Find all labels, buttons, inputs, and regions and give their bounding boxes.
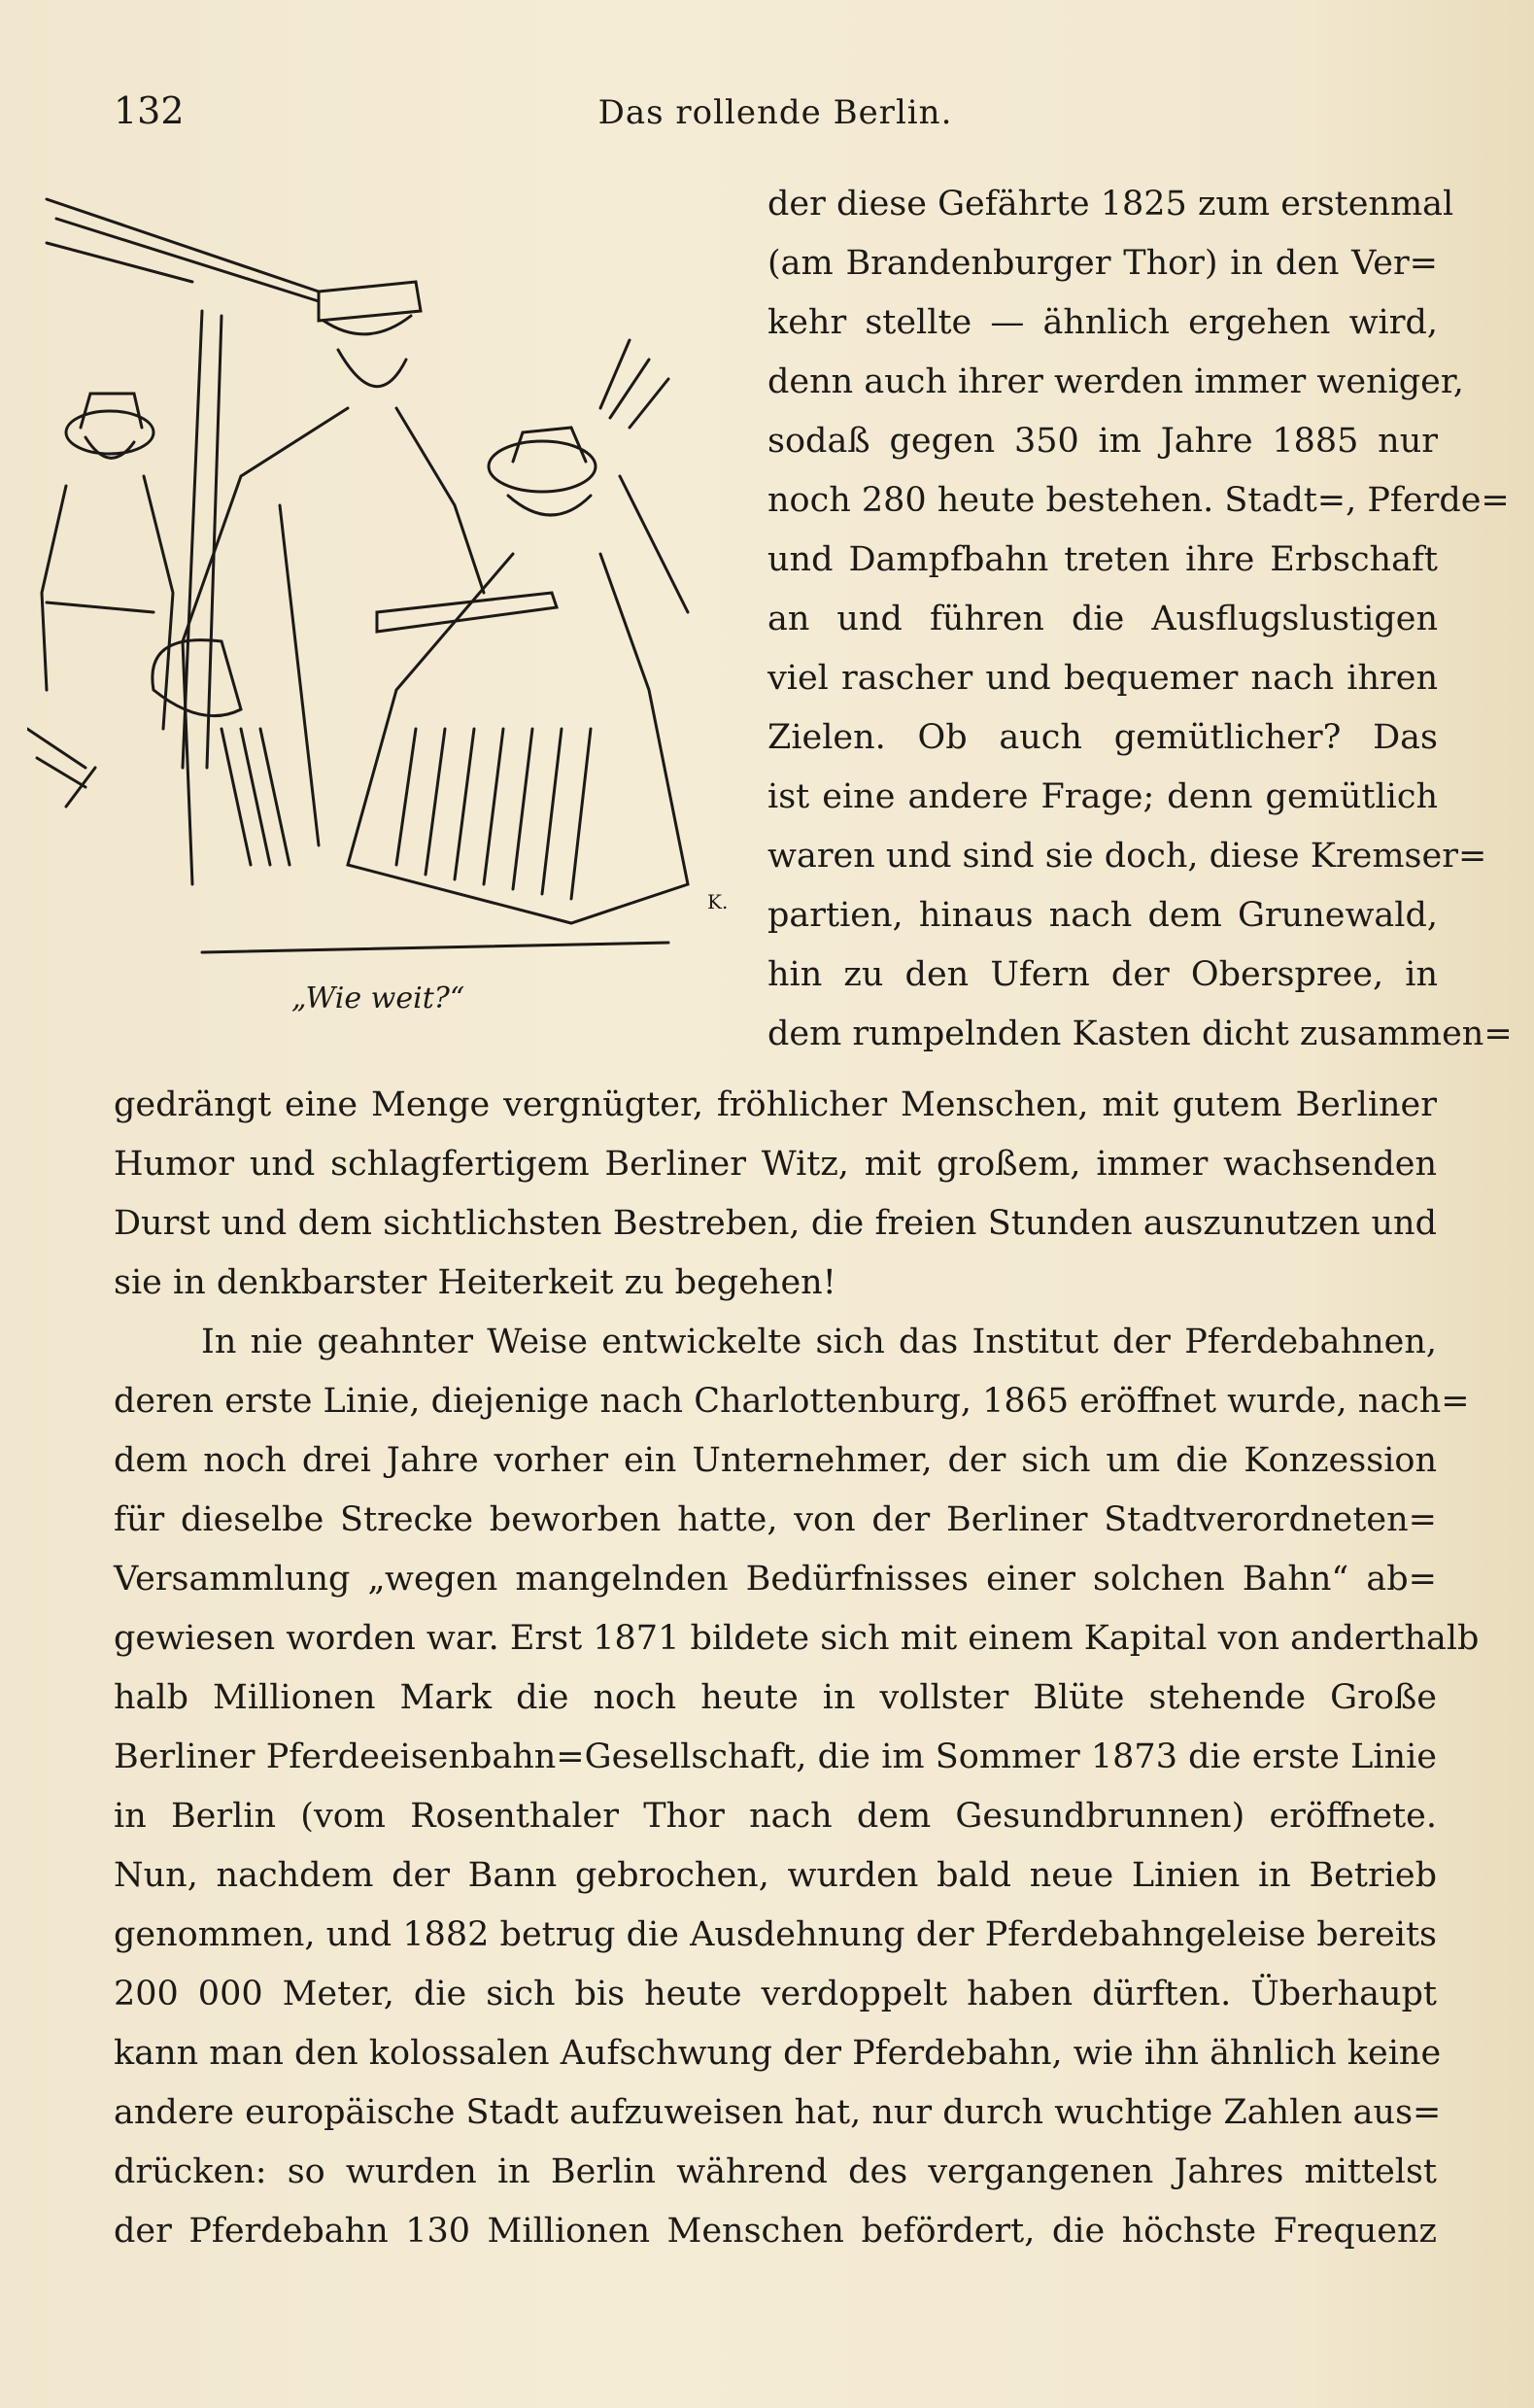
text-line: denn auch ihrer werden immer weniger, bbox=[767, 362, 1464, 401]
text-line: gedrängt eine Menge vergnügter, fröhlicher Menschen, mit gutem Berliner bbox=[114, 1085, 1437, 1124]
artist-signature: K. bbox=[707, 890, 729, 913]
text-line: partien, hinaus nach dem Grunewald, bbox=[767, 896, 1438, 935]
text-line: viel rascher und bequemer nach ihren bbox=[767, 659, 1438, 698]
illustration-coach-passengers bbox=[27, 185, 746, 962]
text-line: hin zu den Ufern der Oberspree, in bbox=[767, 955, 1438, 994]
text-line: dem noch drei Jahre vorher ein Unternehmer, der sich um die Konzession bbox=[114, 1441, 1437, 1480]
figure-caption: „Wie weit?“ bbox=[291, 981, 465, 1015]
text-line: und Dampfbahn treten ihre Erbschaft bbox=[767, 540, 1438, 579]
text-line: der Pferdebahn 130 Millionen Menschen befördert, die höchste Frequenz bbox=[114, 2212, 1437, 2251]
main-paragraphs bbox=[114, 1076, 1480, 2261]
text-line: sie in denkbarster Heiterkeit zu begehen! bbox=[114, 1263, 836, 1302]
text-line: an und führen die Ausflugslustigen bbox=[767, 600, 1438, 638]
text-line: noch 280 heute bestehen. Stadt=, Pferde= bbox=[767, 481, 1510, 520]
text-line: Humor und schlagfertigem Berliner Witz, mit großem, immer wachsenden bbox=[114, 1145, 1437, 1184]
paragraph-first-line: In nie geahnter Weise entwickelte sich das Institut der Pferdebahnen, bbox=[201, 1323, 1437, 1361]
text-line: Durst und dem sichtlichsten Bestreben, die freien Stunden auszunutzen und bbox=[114, 1204, 1437, 1243]
engraving-illustration bbox=[27, 185, 746, 962]
text-line: waren und sind sie doch, diese Kremser= bbox=[767, 837, 1487, 876]
text-line: für dieselbe Strecke beworben hatte, von der Berliner Stadtverordneten= bbox=[114, 1500, 1437, 1539]
text-line: kehr stellte — ähnlich ergehen wird, bbox=[767, 303, 1438, 342]
text-line: Versammlung „wegen mangelnden Bedürfnisses einer solchen Bahn“ ab= bbox=[114, 1560, 1437, 1599]
text-line: ist eine andere Frage; denn gemütlich bbox=[767, 777, 1438, 816]
text-line: genommen, und 1882 betrug die Ausdehnung der Pferdebahngeleise bereits bbox=[114, 1915, 1437, 1954]
text-line: gewiesen worden war. Erst 1871 bildete sich mit einem Kapital von anderthalb bbox=[114, 1619, 1480, 1658]
text-line: sodaß gegen 350 im Jahre 1885 nur bbox=[767, 422, 1438, 461]
text-line: in Berlin (vom Rosenthaler Thor nach dem Gesundbrunnen) eröffnete. bbox=[114, 1797, 1437, 1836]
text-line: (am Brandenburger Thor) in den Ver= bbox=[767, 244, 1438, 283]
running-title: Das rollende Berlin. bbox=[597, 93, 953, 132]
text-line: dem rumpelnden Kasten dicht zusammen= bbox=[767, 1015, 1513, 1053]
text-line: halb Millionen Mark die noch heute in vollster Blüte stehende Große bbox=[114, 1678, 1437, 1717]
text-line: 200 000 Meter, die sich bis heute verdoppelt haben dürften. Überhaupt bbox=[114, 1975, 1437, 2013]
text-line: deren erste Linie, diejenige nach Charlottenburg, 1865 eröffnet wurde, nach= bbox=[114, 1382, 1470, 1421]
text-line: andere europäische Stadt aufzuweisen hat, nur durch wuchtige Zahlen aus= bbox=[114, 2093, 1442, 2132]
text-line: drücken: so wurden in Berlin während des vergangenen Jahres mittelst bbox=[114, 2152, 1437, 2191]
text-line: Berliner Pferdeeisenbahn=Gesellschaft, die im Sommer 1873 die erste Linie bbox=[114, 1737, 1437, 1776]
wrapped-paragraph bbox=[767, 175, 1513, 1064]
text-line: der diese Gefährte 1825 zum erstenmal bbox=[767, 185, 1454, 224]
page-number: 132 bbox=[114, 89, 185, 132]
page-header bbox=[114, 89, 1437, 148]
text-line: Zielen. Ob auch gemütlicher? Das bbox=[767, 718, 1438, 757]
text-line: kann man den kolossalen Aufschwung der Pferdebahn, wie ihn ähnlich keine bbox=[114, 2034, 1442, 2073]
text-line: Nun, nachdem der Bann gebrochen, wurden bald neue Linien in Betrieb bbox=[114, 1856, 1437, 1895]
